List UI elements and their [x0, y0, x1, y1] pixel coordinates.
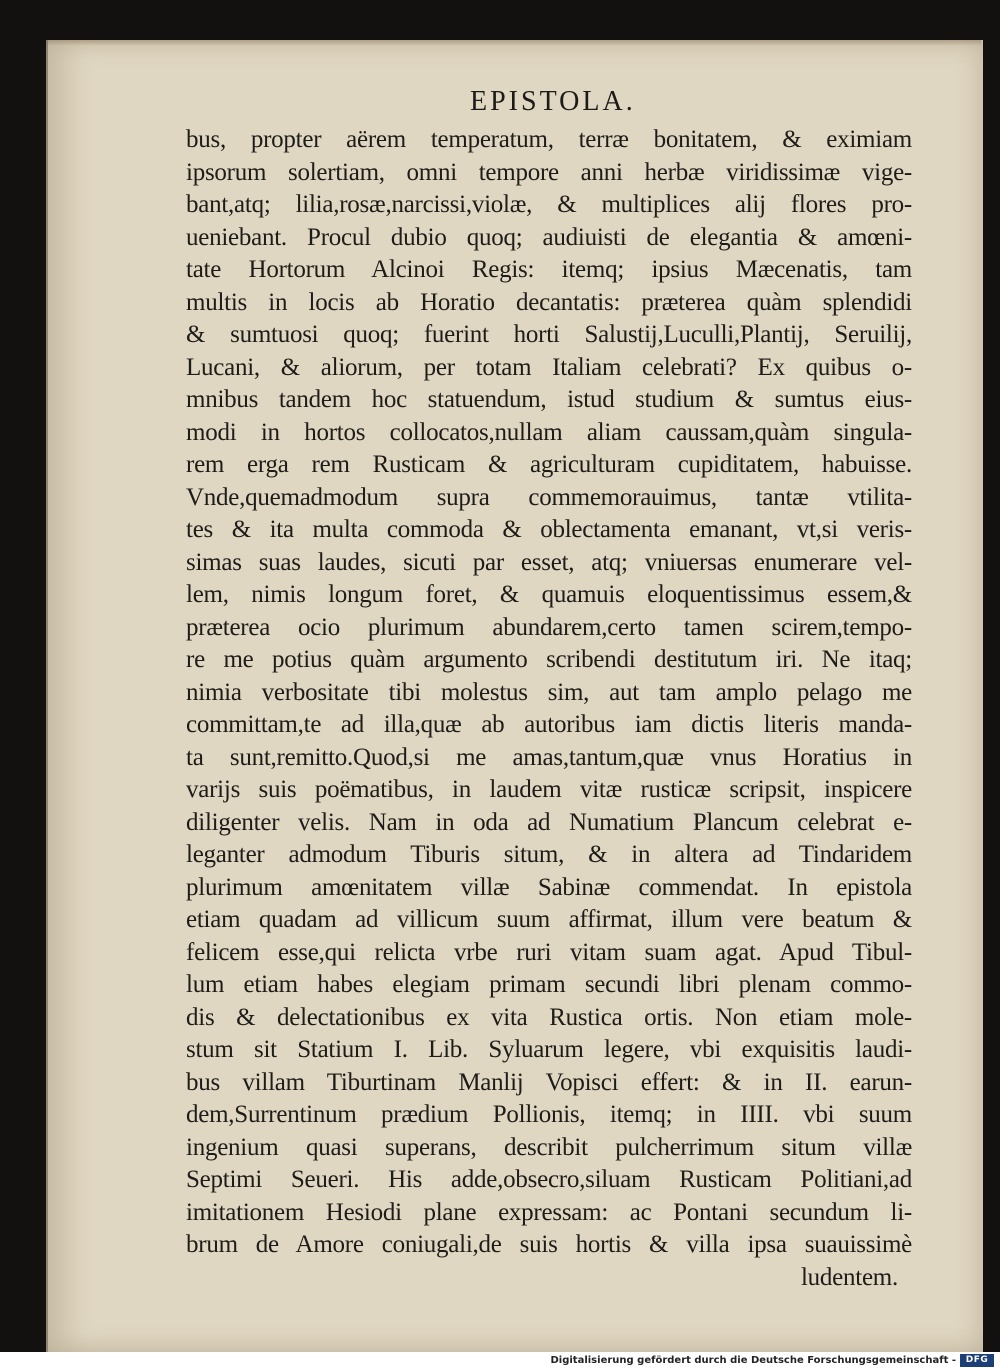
text-line: stum sit Statium I. Lib. Syluarum legere, vbi exquisitis laudi- — [186, 1036, 912, 1063]
text-line: felicem esse,qui relicta vrbe ruri vitam suam agat. Apud Tibul- — [186, 938, 912, 966]
text-block — [186, 124, 912, 1294]
footer-credit: Digitalisierung gefördert durch die Deutsche Forschungsgemeinschaft - — [550, 1355, 956, 1366]
text-line: dis & delectationibus ex vita Rustica ortis. Non etiam mole- — [186, 1003, 912, 1031]
text-line: lem, nimis longum foret, & quamuis eloquentissimus essem,& — [186, 581, 912, 608]
text-line: re me potius quàm argumento scribendi destitutum iri. Ne itaq; — [186, 646, 912, 673]
text-line: & sumtuosi quoq; fuerint horti Salustij,Luculli,Plantij, Seruilij, — [186, 321, 912, 348]
page-top-shadow — [46, 40, 981, 46]
text-line: imitationem Hesiodi plane expressam: ac Pontani secundum li- — [186, 1198, 912, 1226]
text-line: ingenium quasi superans, describit pulcherrimum situm villæ — [186, 1133, 912, 1161]
text-line: nimia verbositate tibi molestus sim, aut tam amplo pelago me — [186, 678, 912, 706]
text-line: diligenter velis. Nam in oda ad Numatium Plancum celebrat e- — [186, 808, 912, 836]
text-line: tes & ita multa commoda & oblectamenta emanant, vt,si veris- — [186, 516, 912, 543]
text-line: brum de Amore coniugali,de suis hortis & villa ipsa suauissimè — [186, 1231, 912, 1258]
text-line: plurimum amœnitatem villæ Sabinæ commendat. In epistola — [186, 873, 912, 901]
text-line: modi in hortos collocatos,nullam aliam caussam,quàm singula- — [186, 418, 912, 446]
text-line: lum etiam habes elegiam primam secundi libri plenam commo- — [186, 971, 912, 998]
text-line: etiam quadam ad villicum suum affirmat, illum vere beatum & — [186, 906, 912, 933]
text-line: committam,te ad illa,quæ ab autoribus iam dictis literis manda- — [186, 711, 912, 738]
text-line: multis in locis ab Horatio decantatis: præterea quàm splendidi — [186, 288, 912, 316]
text-line: mnibus tandem hoc statuendum, istud studium & sumtus eius- — [186, 386, 912, 413]
text-line: tate Hortorum Alcinoi Regis: itemq; ipsius Mæcenatis, tam — [186, 256, 912, 283]
text-line: leganter admodum Tiburis situm, & in altera ad Tindaridem — [186, 841, 912, 868]
text-line: ta sunt,remitto.Quod,si me amas,tantum,quæ vnus Horatius in — [186, 743, 912, 771]
text-line: dem,Surrentinum prædium Pollionis, itemq; in IIII. vbi suum — [186, 1101, 912, 1128]
text-line: ludentem. — [800, 1263, 898, 1291]
text-line: ueniebant. Procul dubio quoq; audiuisti de elegantia & amœni- — [186, 223, 912, 251]
text-line: præterea ocio plurimum abundarem,certo tamen scirem,tempo- — [186, 613, 912, 641]
text-line: Septimi Seueri. His adde,obsecro,siluam Rusticam Politiani,ad — [186, 1166, 912, 1193]
text-line: ipsorum solertiam, omni tempore anni herbæ viridissimæ vige- — [186, 158, 912, 186]
text-line: Lucani, & aliorum, per totam Italiam celebrati? Ex quibus o- — [186, 353, 912, 381]
text-line: bant,atq; lilia,rosæ,narcissi,violæ, & multiplices alij flores pro- — [186, 191, 912, 218]
text-line: varijs suis poëmatibus, in laudem vitæ rusticæ scripsit, inspicere — [186, 776, 912, 803]
text-line: rem erga rem Rusticam & agriculturam cupiditatem, habuisse. — [186, 451, 912, 478]
text-line: bus, propter aërem temperatum, terræ bonitatem, & eximiam — [186, 126, 912, 153]
text-line: bus villam Tiburtinam Manlij Vopisci effert: & in II. earun- — [186, 1068, 912, 1096]
text-line: simas suas laudes, sicuti par esset, atq; vniuersas enumerare vel- — [186, 548, 912, 576]
dfg-logo-icon: DFG — [960, 1354, 994, 1367]
running-head: EPISTOLA. — [470, 86, 636, 117]
text-line: Vnde,quemadmodum supra commemorauimus, tantæ vtilita- — [186, 483, 912, 511]
